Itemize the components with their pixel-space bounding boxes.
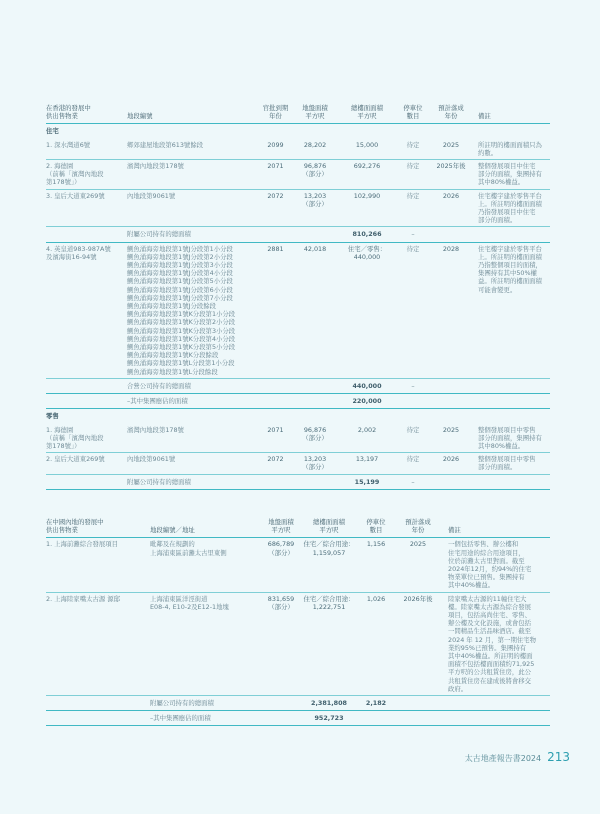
- gross-floor-area: 住宅／零售： 440,000: [347, 244, 387, 261]
- blank: [394, 711, 442, 726]
- subtotal-carpark: –: [411, 381, 415, 390]
- property-name: 2. 上海陸家嘴太古源 源邸: [46, 594, 121, 603]
- carpark-count: 1,156: [366, 540, 386, 549]
- lease-expiry: 2072: [267, 455, 284, 464]
- section-title: 零售: [46, 412, 59, 421]
- lease-expiry: 2881: [267, 244, 284, 253]
- site-area: 28,202: [303, 140, 327, 149]
- carpark-count: 待定: [406, 162, 420, 171]
- carpark-count: 待定: [406, 455, 420, 464]
- subtotal-carpark: [358, 711, 394, 726]
- section-heading: [46, 409, 550, 424]
- property-name: 2. 海德園 （前稱「濱灣內地段 第178號」）: [46, 162, 104, 187]
- header-site-area: 地盤面積 平方呎: [302, 104, 328, 121]
- blank: [262, 696, 300, 711]
- site-area: 96,876 （部分）: [302, 162, 328, 179]
- blank: [259, 394, 292, 409]
- site-area: 686,789 （部分）: [267, 540, 295, 557]
- blank: [292, 474, 338, 489]
- header-remarks: 備註: [478, 112, 491, 121]
- blank: [394, 696, 442, 711]
- completion-year: 2026: [442, 455, 460, 464]
- carpark-count: 待定: [406, 140, 420, 149]
- subtotal-label: 附屬公司持有的總面積: [150, 699, 214, 708]
- lot-number: 濱灣內地段第178號: [127, 162, 184, 171]
- header-completion: 預計落成 年份: [405, 518, 431, 535]
- property-name: 2. 皇后大道東269號: [46, 455, 105, 464]
- header-gfa: 總樓面面積 平方呎: [313, 518, 345, 535]
- carpark-count: 1,026: [366, 594, 386, 603]
- table-row: [46, 160, 550, 190]
- header-lot: 地段編號／地址: [150, 526, 195, 535]
- gross-floor-area: 住宅／綜合用途： 1,222,751: [303, 594, 355, 611]
- header-site-area: 地盤面積 平方呎: [268, 518, 294, 535]
- subtotal-row: [46, 711, 550, 726]
- table-header: [46, 102, 550, 124]
- blank: [442, 711, 550, 726]
- site-area: 13,203 （部分）: [302, 191, 328, 208]
- blank: [292, 378, 338, 393]
- blank: [259, 378, 292, 393]
- header-gfa: 總樓面面積 平方呎: [351, 104, 383, 121]
- section-title: 住宅: [46, 127, 59, 136]
- subtotal-carpark: –: [411, 230, 415, 239]
- site-area: 13,203 （部分）: [302, 455, 328, 472]
- remarks: 整個發展項目中零售 部分的面積，集團持有 其中80%權益。: [478, 425, 542, 450]
- subtotal-label: –其中集團應佔的面積: [127, 397, 188, 406]
- gross-floor-area: 15,000: [355, 140, 379, 149]
- subtotal-row: [46, 696, 550, 711]
- blank: [292, 227, 338, 242]
- completion-year: 2026: [442, 191, 460, 200]
- subtotal-label: –其中集團應佔的面積: [150, 714, 211, 723]
- subtotal-gfa: 810,266: [352, 230, 382, 239]
- gross-floor-area: 692,276: [353, 162, 381, 171]
- blank: [46, 394, 127, 409]
- blank: [430, 227, 472, 242]
- property-name: 1. 上海前灘綜合發展項目: [46, 540, 119, 549]
- site-area: 42,018: [303, 244, 327, 253]
- completion-year: 2025年後: [436, 162, 466, 171]
- table-row: [46, 538, 550, 592]
- lease-expiry: 2071: [267, 425, 284, 434]
- page-number: 213: [547, 750, 570, 764]
- blank: [46, 474, 127, 489]
- blank: [472, 378, 550, 393]
- carpark-count: 待定: [406, 244, 420, 253]
- blank: [472, 474, 550, 489]
- lot-number: 濱灣內地段第178號: [127, 425, 184, 434]
- remarks: 住宅樓宇建於零售平台 上。所註明的樓面面積 乃指整個項目的面積， 集團持有其中50%權 益。所註明的樓面面積 可能會變更。: [478, 244, 542, 294]
- completion-year: 2026年後: [403, 594, 433, 603]
- header-carpark: 停車位 數目: [403, 104, 423, 121]
- subtotal-gfa: 952,723: [314, 714, 344, 723]
- blank: [262, 711, 300, 726]
- blank: [472, 227, 550, 242]
- subtotal-label: 附屬公司持有的總面積: [127, 477, 191, 486]
- subtotal-carpark: [396, 394, 430, 409]
- table-header: [46, 516, 550, 538]
- table-row: [46, 592, 550, 695]
- property-name: 1. 深水灣道6號: [46, 140, 91, 149]
- header-property: 在中國內地的發展中 供出售物業: [46, 518, 104, 535]
- subtotal-gfa: 440,000: [352, 381, 382, 390]
- blank: [472, 394, 550, 409]
- lot-number: 內地段第9061號: [127, 191, 176, 200]
- gross-floor-area: 住宅／綜合用途： 1,159,057: [303, 540, 355, 557]
- subtotal-gfa: 2,381,808: [311, 699, 347, 708]
- header-lease: 官批到期 年份: [262, 104, 289, 121]
- report-title: 太古地產報告書2024: [464, 754, 542, 763]
- subtotal-row: [46, 474, 550, 489]
- subtotal-carpark: 2,182: [365, 699, 387, 708]
- carpark-count: 待定: [406, 425, 420, 434]
- subtotal-row: [46, 378, 550, 393]
- lease-expiry: 2071: [267, 162, 284, 171]
- subtotal-label: 附屬公司持有的總面積: [127, 230, 191, 239]
- remarks: 陸家嘴太古源的11幢住宅大 樓。陸家嘴太古源為綜合發展 項目，包括高尚住宅、零售、 辦公樓及文化設施，或會包括 一間精品生活品味酒店。截至 2024 年 12 月，第一期住宅物 業約95%已預售。集團持有 其中40%權益。所註明的樓面 面積不包括樓面面積約71,925 平方呎的公共租賃住房，此公 共租賃住房在建成後將會移交 政府。: [448, 594, 537, 693]
- gross-floor-area: 2,002: [357, 425, 377, 434]
- gross-floor-area: 102,990: [353, 191, 381, 200]
- lot-address: 毗鄰及在規劃的 上海浦東區前灘太古里東側: [150, 540, 227, 557]
- remarks: 整個發展項目中零售 部分的面積。: [478, 455, 536, 472]
- blank: [46, 711, 150, 726]
- remarks: 所註明的樓面面積只為 約數。: [478, 140, 542, 157]
- blank: [46, 227, 127, 242]
- site-area: 96,876 （部分）: [302, 425, 328, 442]
- table-row: [46, 242, 550, 378]
- completion-year: 2025: [409, 540, 427, 549]
- table-row: [46, 189, 550, 227]
- blank: [259, 474, 292, 489]
- table-row: [46, 424, 550, 453]
- property-name: 1. 海德園 （前稱「濱灣內地段 第178號」）: [46, 425, 104, 450]
- lease-expiry: 2072: [267, 191, 284, 200]
- table-row: [46, 453, 550, 474]
- mainland-properties-table: [46, 516, 550, 726]
- hk-properties-table: [46, 102, 550, 490]
- completion-year: 2025: [442, 425, 460, 434]
- remarks: 整個發展項目中住宅 部分的面積，集團持有 其中80%權益。: [478, 162, 542, 187]
- subtotal-label: 合營公司持有的總面積: [127, 381, 191, 390]
- blank: [430, 474, 472, 489]
- blank: [259, 227, 292, 242]
- page-footer: [465, 750, 570, 764]
- remarks: 住宅樓宇建於零售平台 上。所註明的樓面面積 乃指發展項目中住宅 部分的面積。: [478, 191, 542, 225]
- subtotal-gfa: 220,000: [352, 397, 382, 406]
- header-carpark: 停車位 數目: [366, 518, 386, 535]
- subtotal-carpark: –: [411, 477, 415, 486]
- lot-number: 內地段第9061號: [127, 455, 176, 464]
- lot-address: 上海浦東區洋涇街道 E08-4, E10-2及E12-1地塊: [150, 594, 229, 611]
- completion-year: 2025: [442, 140, 460, 149]
- subtotal-row: [46, 394, 550, 409]
- section-heading: [46, 124, 550, 139]
- header-lot: 地段編號: [127, 112, 153, 121]
- lot-number: 鄉郊建屋地段第613號餘段: [127, 140, 204, 149]
- blank: [292, 394, 338, 409]
- blank: [430, 378, 472, 393]
- property-name: 4. 英皇道983-987A號 及濱海街16-94號: [46, 244, 111, 261]
- property-name: 3. 皇后大道東269號: [46, 191, 105, 200]
- lease-expiry: 2099: [267, 140, 284, 149]
- table-row: [46, 139, 550, 160]
- header-completion: 預計落成 年份: [438, 104, 464, 121]
- subtotal-gfa: 15,199: [354, 477, 380, 486]
- site-area: 831,659 （部分）: [267, 594, 295, 611]
- blank: [430, 394, 472, 409]
- blank: [442, 696, 550, 711]
- completion-year: 2028: [442, 244, 460, 253]
- lot-number: 鰂魚涌海旁地段第1號J分段第1小分段 鰂魚涌海旁地段第1號J分段第2小分段 鰂魚涌海旁地段第1號J分段第3小分段 鰂魚涌海旁地段第1號J分段第4小分段 鰂魚涌海旁地段第1號J分段第5小分段 鰂魚涌海旁地段第1號J分段第6小分段 鰂魚涌海旁地段第1號J分段第7小分段 鰂魚涌海旁地段第1號J分段餘段 鰂魚涌海旁地段第1號K分段第1小分段 鰂魚涌海旁地段第1號K分段第2小分段 鰂魚涌海旁地段第1號K分段第3小分段 鰂魚涌海旁地段第1號K分段第4小分段 鰂魚涌海旁地段第1號K分段第5小分段 鰂魚涌海旁地段第1號K分段餘段 鰂魚涌海旁地段第1號L分段第1小分段 鰂魚涌海旁地段第1號L分段餘段: [127, 244, 236, 376]
- subtotal-row: [46, 227, 550, 242]
- blank: [46, 696, 150, 711]
- remarks: 一個包括零售、辦公樓和 住宅用途的綜合用途項目， 位於前灘太古里對面。截至 2024年12月，約94%的住宅 物業單位已預售。集團持有 其中40%權益。: [448, 540, 532, 590]
- header-property: 在香港的發展中 供出售物業: [46, 104, 91, 121]
- gross-floor-area: 13,197: [355, 455, 379, 464]
- blank: [46, 378, 127, 393]
- header-remarks: 備註: [448, 526, 461, 535]
- carpark-count: 待定: [406, 191, 420, 200]
